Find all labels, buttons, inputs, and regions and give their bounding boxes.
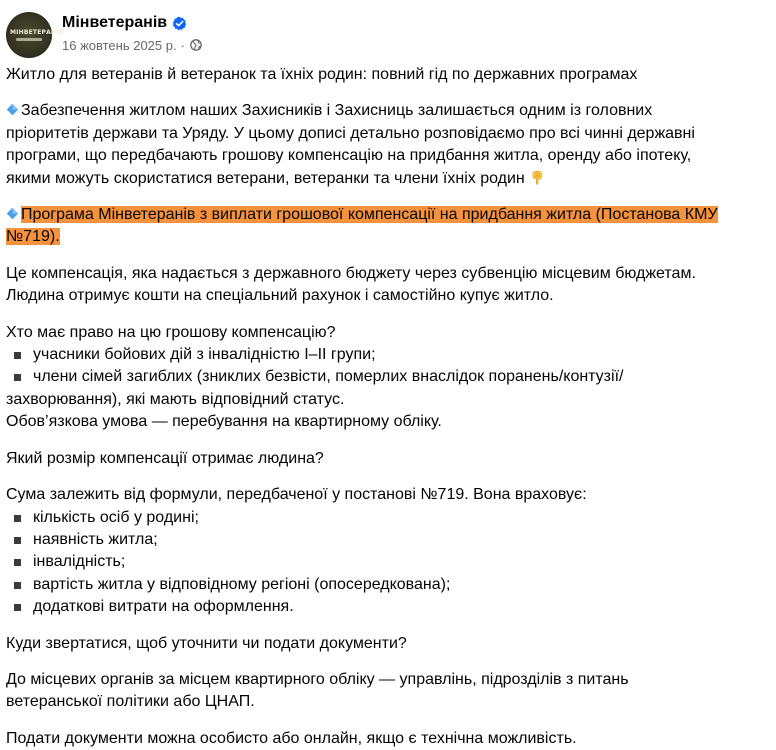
list-item-continuation: захворювання), які мають відповідний статус.	[6, 390, 345, 408]
paragraph-line: До місцевих органів за місцем квартирного обліку — управлінь, підрозділів з питань	[6, 670, 629, 688]
where-paragraph	[6, 669, 770, 714]
compensation-paragraph	[6, 263, 770, 308]
small-blue-diamond-icon	[6, 205, 19, 218]
paragraph-line: ветеранської політики або ЦНАП.	[6, 693, 255, 711]
bullet-icon	[14, 374, 21, 381]
intro-line: програми, що передбачають грошову компенсацію на придбання житла, оренду або іпотеку,	[6, 147, 692, 165]
author-name[interactable]: Мінветеранів	[62, 14, 168, 31]
bullet-icon	[14, 582, 21, 589]
paragraph-line: Це компенсація, яка надається з державного бюджету через субвенцію місцевим бюджетам.	[6, 264, 696, 282]
list-item: інвалідність;	[6, 551, 770, 573]
list-item: члени сімей загиблих (зниклих безвісти, померлих внаслідок поранень/контузії/	[6, 366, 770, 388]
meta-separator: ·	[180, 37, 185, 53]
size-question: Який розмір компенсації отримає людина?	[6, 449, 324, 467]
formula-section	[6, 484, 770, 618]
post-date[interactable]: 16 жовтень 2025 р.	[62, 37, 177, 53]
list-item: учасники бойових дій з інвалідністю I–II групи;	[6, 344, 770, 366]
submit-line: Подати документи можна особисто або онлайн, якщо є технічна можливість.	[6, 729, 577, 747]
list-item: вартість житла у відповідному регіоні (опосередкована);	[6, 574, 770, 596]
bullet-icon	[14, 537, 21, 544]
globe-icon[interactable]	[190, 39, 202, 51]
list-item: додаткові витрати на оформлення.	[6, 596, 770, 618]
where-question: Куди звертатися, щоб уточнити чи подати документи?	[6, 634, 407, 652]
highlighted-text: №719).	[6, 228, 60, 246]
list-item: наявність житла;	[6, 529, 770, 551]
list-item: кількість осіб у родині;	[6, 507, 770, 529]
verified-badge-icon	[172, 16, 187, 31]
intro-paragraph	[6, 100, 770, 190]
bullet-icon	[14, 604, 21, 611]
highlighted-text: Програма Мінветеранів з виплати грошової компенсації на придбання житла (Постанова КМУ	[21, 206, 718, 224]
post-header	[6, 12, 766, 60]
avatar[interactable]	[6, 12, 64, 58]
formula-line: Сума залежить від формули, передбаченої у постанові №719. Вона враховує:	[6, 486, 587, 504]
eligibility-question: Хто має право на цю грошову компенсацію?	[6, 323, 336, 341]
intro-line: якими можуть скористатися ветерани, ветеранки та члени їхніх родин	[6, 169, 525, 187]
eligibility-section	[6, 322, 770, 434]
bullet-icon	[14, 559, 21, 566]
condition-line: Обов’язкова умова — перебування на квартирному обліку.	[6, 413, 442, 431]
small-blue-diamond-icon	[6, 101, 19, 114]
bullet-icon	[14, 352, 21, 359]
intro-line: пріоритетів держави та Уряду. У цьому дописі детально розповідаємо про всі чинні державні	[6, 124, 695, 142]
backhand-index-pointing-down-icon	[529, 170, 545, 186]
avatar-logo-text: МІНВЕТЕРАНІВ	[10, 29, 64, 36]
bullet-icon	[14, 515, 21, 522]
post-body	[6, 64, 770, 750]
post-meta	[62, 36, 202, 54]
avatar-logo-underline	[16, 38, 42, 41]
post-title: Житло для ветеранів й ветеранок та їхніх родин: повний гід по державних програмах	[6, 66, 638, 83]
highlighted-heading	[6, 204, 770, 249]
paragraph-line: Людина отримує кошти на спеціальний рахунок і самостійно купує житло.	[6, 287, 554, 305]
intro-line: Забезпечення житлом наших Захисників і Захисниць залишається одним із головних	[21, 102, 653, 120]
author-row	[62, 13, 187, 33]
